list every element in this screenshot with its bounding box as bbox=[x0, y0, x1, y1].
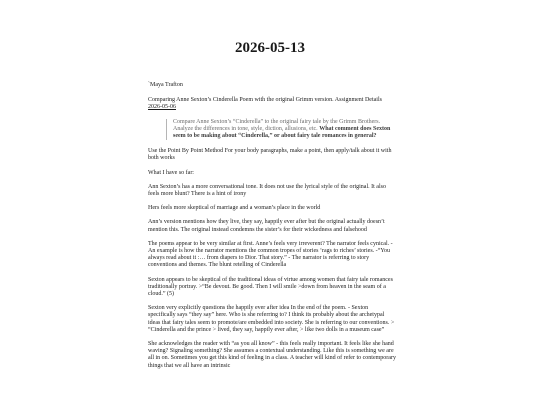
document-title: 2026-05-13 bbox=[235, 40, 305, 56]
quote-question: What comment does Sexton seem to be making about “Cinderella,” or about fairy tale romances in general? bbox=[173, 125, 391, 140]
paragraph: Sexton very explicitly questions the happily ever after idea In the end of the poem. - Sexton specifically says “they say” here. Who is she referring to? I think its probably about the archetypal ideas that fairy tales seem to promote/are embedded into society. She is referring to our conventions. > “Cinderella and the prince > lived, they say, happily ever after, > like two dolls in a museum case” bbox=[148, 305, 395, 333]
assignment-intro bbox=[148, 97, 396, 111]
paragraph: Use the Point By Point Method For your body paragraphs, make a point, then apply/talk about it with both works bbox=[148, 148, 392, 162]
assignment-intro-text: Comparing Anne Sexton’s Cinderella Poem with the original Grimm version. Assignment Details bbox=[148, 97, 382, 104]
document-body bbox=[148, 82, 396, 377]
paragraph: She acknowledges the reader with “as you all know” - this feels really important. It feels like she hand waving? Signaling something? She assumes a contextual understanding. Like this is something we are all in on. Sometimes you get this kind of feeling in a class. A teacher will kind of refer to contemporary things that we all have an intrinsic bbox=[148, 341, 396, 369]
assignment-date-link[interactable]: 2026-05-06 bbox=[148, 104, 176, 111]
paragraph: Sexton appears to be skeptical of the traditional ideas of virtue among women that fairy tale romances traditionally portray. >“Be devout. Be good. Then I will smile >down from heaven in the seam of a cloud.” (5) bbox=[148, 276, 393, 298]
paragraph: Ann Sexton’s has a more conversational tone. It does not use the lyrical style of the original. It also feels more blunt? There is a hint of irony bbox=[148, 183, 386, 198]
paragraph: The poems appear to be very similar at first. Anne’s feels very irreverent? The narrator feels cynical. - An example is how the narrator mentions the common tropes of stories ‘rags to riches’ stories. -“You always read about it :… from diapers to Dior. That story.” - The narrator is referring to story conventions and themes. The blunt retelling of Cinderella bbox=[148, 240, 393, 269]
assignment-prompt-quote bbox=[166, 119, 396, 141]
paragraph: Ann’s version mentions how they live, they say, happily ever after but the original actually doesn’t mention this. The original instead condemns the sister’s for their wickedness and falsehood bbox=[148, 219, 385, 233]
author-name: `Maya Trafton bbox=[148, 82, 183, 88]
paragraph: Hers feels more skeptical of marriage and a woman’s place in the world bbox=[148, 205, 321, 212]
quote-text: Compare Anne Sexton’s “Cinderella” to the original fairy tale by the Grimm Brothers. Analyze the differences in tone, style, diction, allusions, etc. bbox=[173, 118, 381, 132]
paragraph: What I have so far: bbox=[148, 169, 194, 176]
